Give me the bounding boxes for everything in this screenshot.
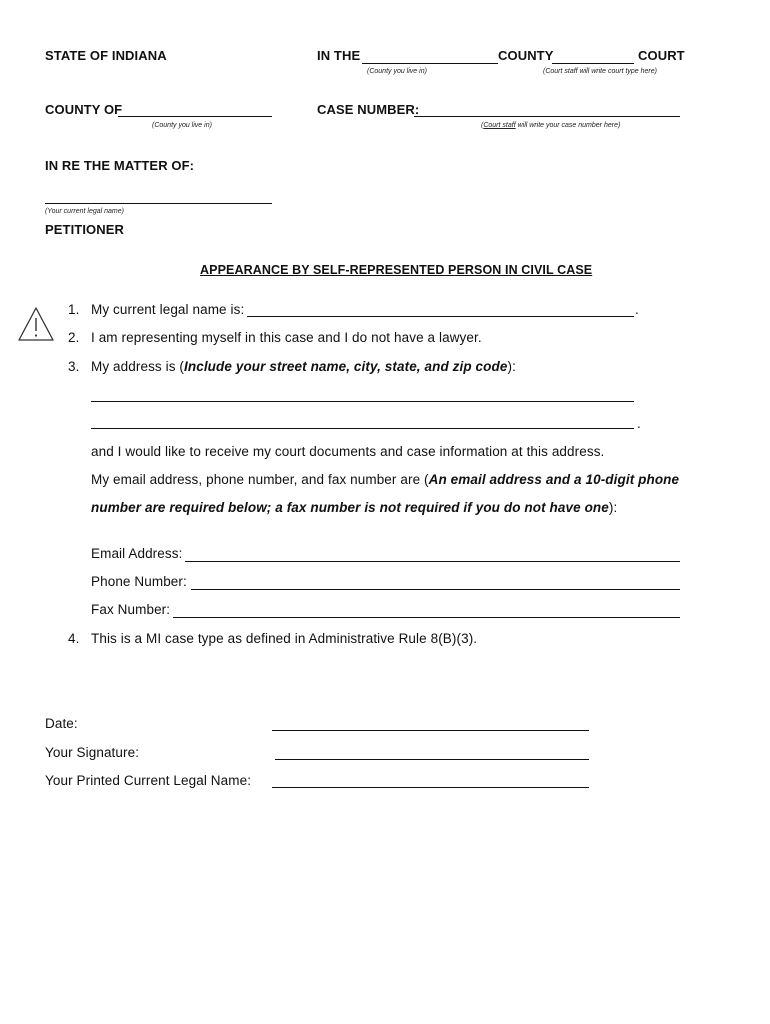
legal-name-line[interactable] <box>247 316 634 317</box>
county-blank[interactable] <box>362 63 498 64</box>
court-label: COURT <box>638 48 685 63</box>
fax-label: Fax Number: <box>91 602 171 617</box>
county-of-hint: (County you live in) <box>152 122 212 129</box>
date-label: Date: <box>45 716 78 731</box>
contact-intro-line-1: My email address, phone number, and fax number are (An email address and a 10-digit phone <box>91 472 680 487</box>
item-3-text: My address is (Include your street name, city, state, and zip code): <box>91 359 516 374</box>
item-1-period: . <box>635 302 639 317</box>
email-field[interactable] <box>185 561 680 562</box>
county-label: COUNTY <box>498 48 554 63</box>
item-1-text: My current legal name is: <box>91 302 245 317</box>
county-hint: (County you live in) <box>367 68 427 75</box>
county-of-label: COUNTY OF <box>45 102 123 117</box>
in-re-heading: IN RE THE MATTER OF: <box>45 158 195 173</box>
case-number-blank[interactable] <box>414 116 680 117</box>
item-3-number: 3. <box>68 359 80 374</box>
case-number-label: CASE NUMBER: <box>317 102 420 117</box>
receive-docs-text: and I would like to receive my court documents and case information at this address. <box>91 444 605 459</box>
state-heading: STATE OF INDIANA <box>45 48 167 63</box>
signature-field[interactable] <box>275 759 589 760</box>
address-period: . <box>637 416 641 431</box>
legal-name-hint: (Your current legal name) <box>45 208 124 215</box>
form-title: APPEARANCE BY SELF-REPRESENTED PERSON IN CIVIL CASE <box>200 263 593 277</box>
item-1-number: 1. <box>68 302 80 317</box>
fax-field[interactable] <box>173 617 680 618</box>
email-label: Email Address: <box>91 546 183 561</box>
phone-label: Phone Number: <box>91 574 187 589</box>
court-type-hint: (Court staff will write court type here) <box>543 68 657 75</box>
item-4-text: This is a MI case type as defined in Administrative Rule 8(B)(3). <box>91 631 478 646</box>
petitioner-label: PETITIONER <box>45 222 125 237</box>
signature-label: Your Signature: <box>45 745 140 760</box>
printed-name-label: Your Printed Current Legal Name: <box>45 773 252 788</box>
contact-intro-line-2: number are required below; a fax number is not required if you do not have one): <box>91 500 618 515</box>
phone-field[interactable] <box>191 589 680 590</box>
court-type-blank[interactable] <box>552 63 634 64</box>
item-2-number: 2. <box>68 330 80 345</box>
legal-name-blank[interactable] <box>45 203 272 204</box>
address-line-1[interactable] <box>91 401 634 402</box>
date-field[interactable] <box>272 730 589 731</box>
item-4-number: 4. <box>68 631 80 646</box>
in-the-label: IN THE <box>317 48 361 63</box>
printed-name-field[interactable] <box>272 787 589 788</box>
address-line-2[interactable] <box>91 428 634 429</box>
county-of-blank[interactable] <box>118 116 272 117</box>
item-2-text: I am representing myself in this case and I do not have a lawyer. <box>91 330 482 345</box>
warning-triangle-icon <box>17 306 55 347</box>
case-number-hint: (Court staff will write your case number here) <box>481 122 621 129</box>
